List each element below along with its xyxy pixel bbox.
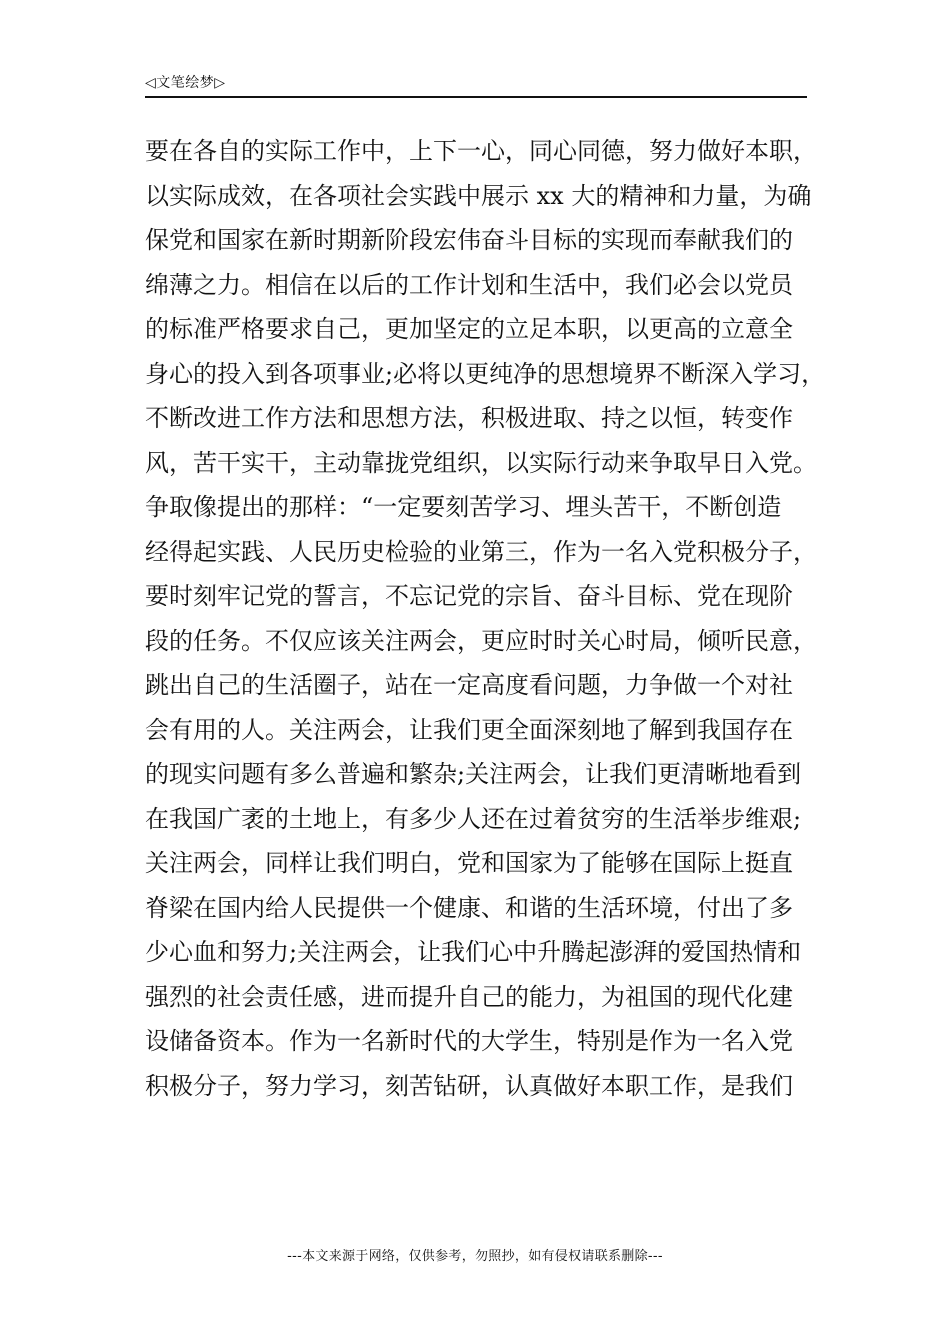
body-line-18: 脊梁在国内给人民提供一个健康、和谐的生活环境，付出了多 <box>145 893 793 922</box>
document-body <box>145 129 825 1108</box>
body-line-22: 积极分子，努力学习，刻苦钻研，认真做好本职工作，是我们 <box>145 1071 793 1100</box>
body-line-21: 设储备资本。作为一名新时代的大学生，特别是作为一名入党 <box>145 1027 793 1055</box>
body-line-9: 争取像提出的那样：“一定要刻苦学习、埋头苦干，不断创造 <box>145 493 782 521</box>
body-line-10: 经得起实践、人民历史检验的业第三，作为一名入党积极分子， <box>145 537 817 566</box>
page-footer-disclaimer: ---本文来源于网络，仅供参考，勿照抄，如有侵权请联系删除--- <box>287 1249 663 1264</box>
body-line-7: 不断改进工作方法和思想方法，积极进取、持之以恒，转变作 <box>145 404 793 432</box>
body-line-3: 保党和国家在新时期新阶段宏伟奋斗目标的实现而奉献我们的 <box>145 226 793 254</box>
body-line-1: 要在各自的实际工作中，上下一心，同心同德，努力做好本职， <box>145 137 817 165</box>
body-line-19: 少心血和努力;关注两会，让我们心中升腾起澎湃的爱国热情和 <box>145 938 802 966</box>
body-line-14: 会有用的人。关注两会，让我们更全面深刻地了解到我国存在 <box>145 715 793 744</box>
body-line-15: 的现实问题有多么普遍和繁杂;关注两会，让我们更清晰地看到 <box>145 760 802 788</box>
body-line-17: 关注两会，同样让我们明白，党和国家为了能够在国际上挺直 <box>145 849 793 877</box>
body-line-16: 在我国广袤的土地上，有多少人还在过着贫穷的生活举步维艰; <box>145 804 802 833</box>
body-line-5: 的标准严格要求自己，更加坚定的立足本职，以更高的立意全 <box>145 315 793 343</box>
body-line-2: 以实际成效，在各项社会实践中展示 xx 大的精神和力量，为确 <box>145 181 812 210</box>
body-line-20: 强烈的社会责任感，进而提升自己的能力，为祖国的现代化建 <box>145 982 793 1011</box>
page-header <box>145 72 807 98</box>
body-line-4: 绵薄之力。相信在以后的工作计划和生活中，我们必会以党员 <box>145 270 793 299</box>
body-line-13: 跳出自己的生活圈子，站在一定高度看问题，力争做一个对社 <box>145 671 793 699</box>
body-line-6: 身心的投入到各项事业;必将以更纯净的思想境界不断深入学习， <box>145 359 826 388</box>
header-title: ◁文笔绘梦▷ <box>145 75 226 91</box>
body-line-8: 风，苦干实干，主动靠拢党组织，以实际行动来争取早日入党。 <box>145 448 817 477</box>
body-line-11: 要时刻牢记党的誓言，不忘记党的宗旨、奋斗目标、党在现阶 <box>145 582 793 610</box>
body-line-12: 段的任务。不仅应该关注两会，更应时时关心时局，倾听民意， <box>145 626 817 655</box>
